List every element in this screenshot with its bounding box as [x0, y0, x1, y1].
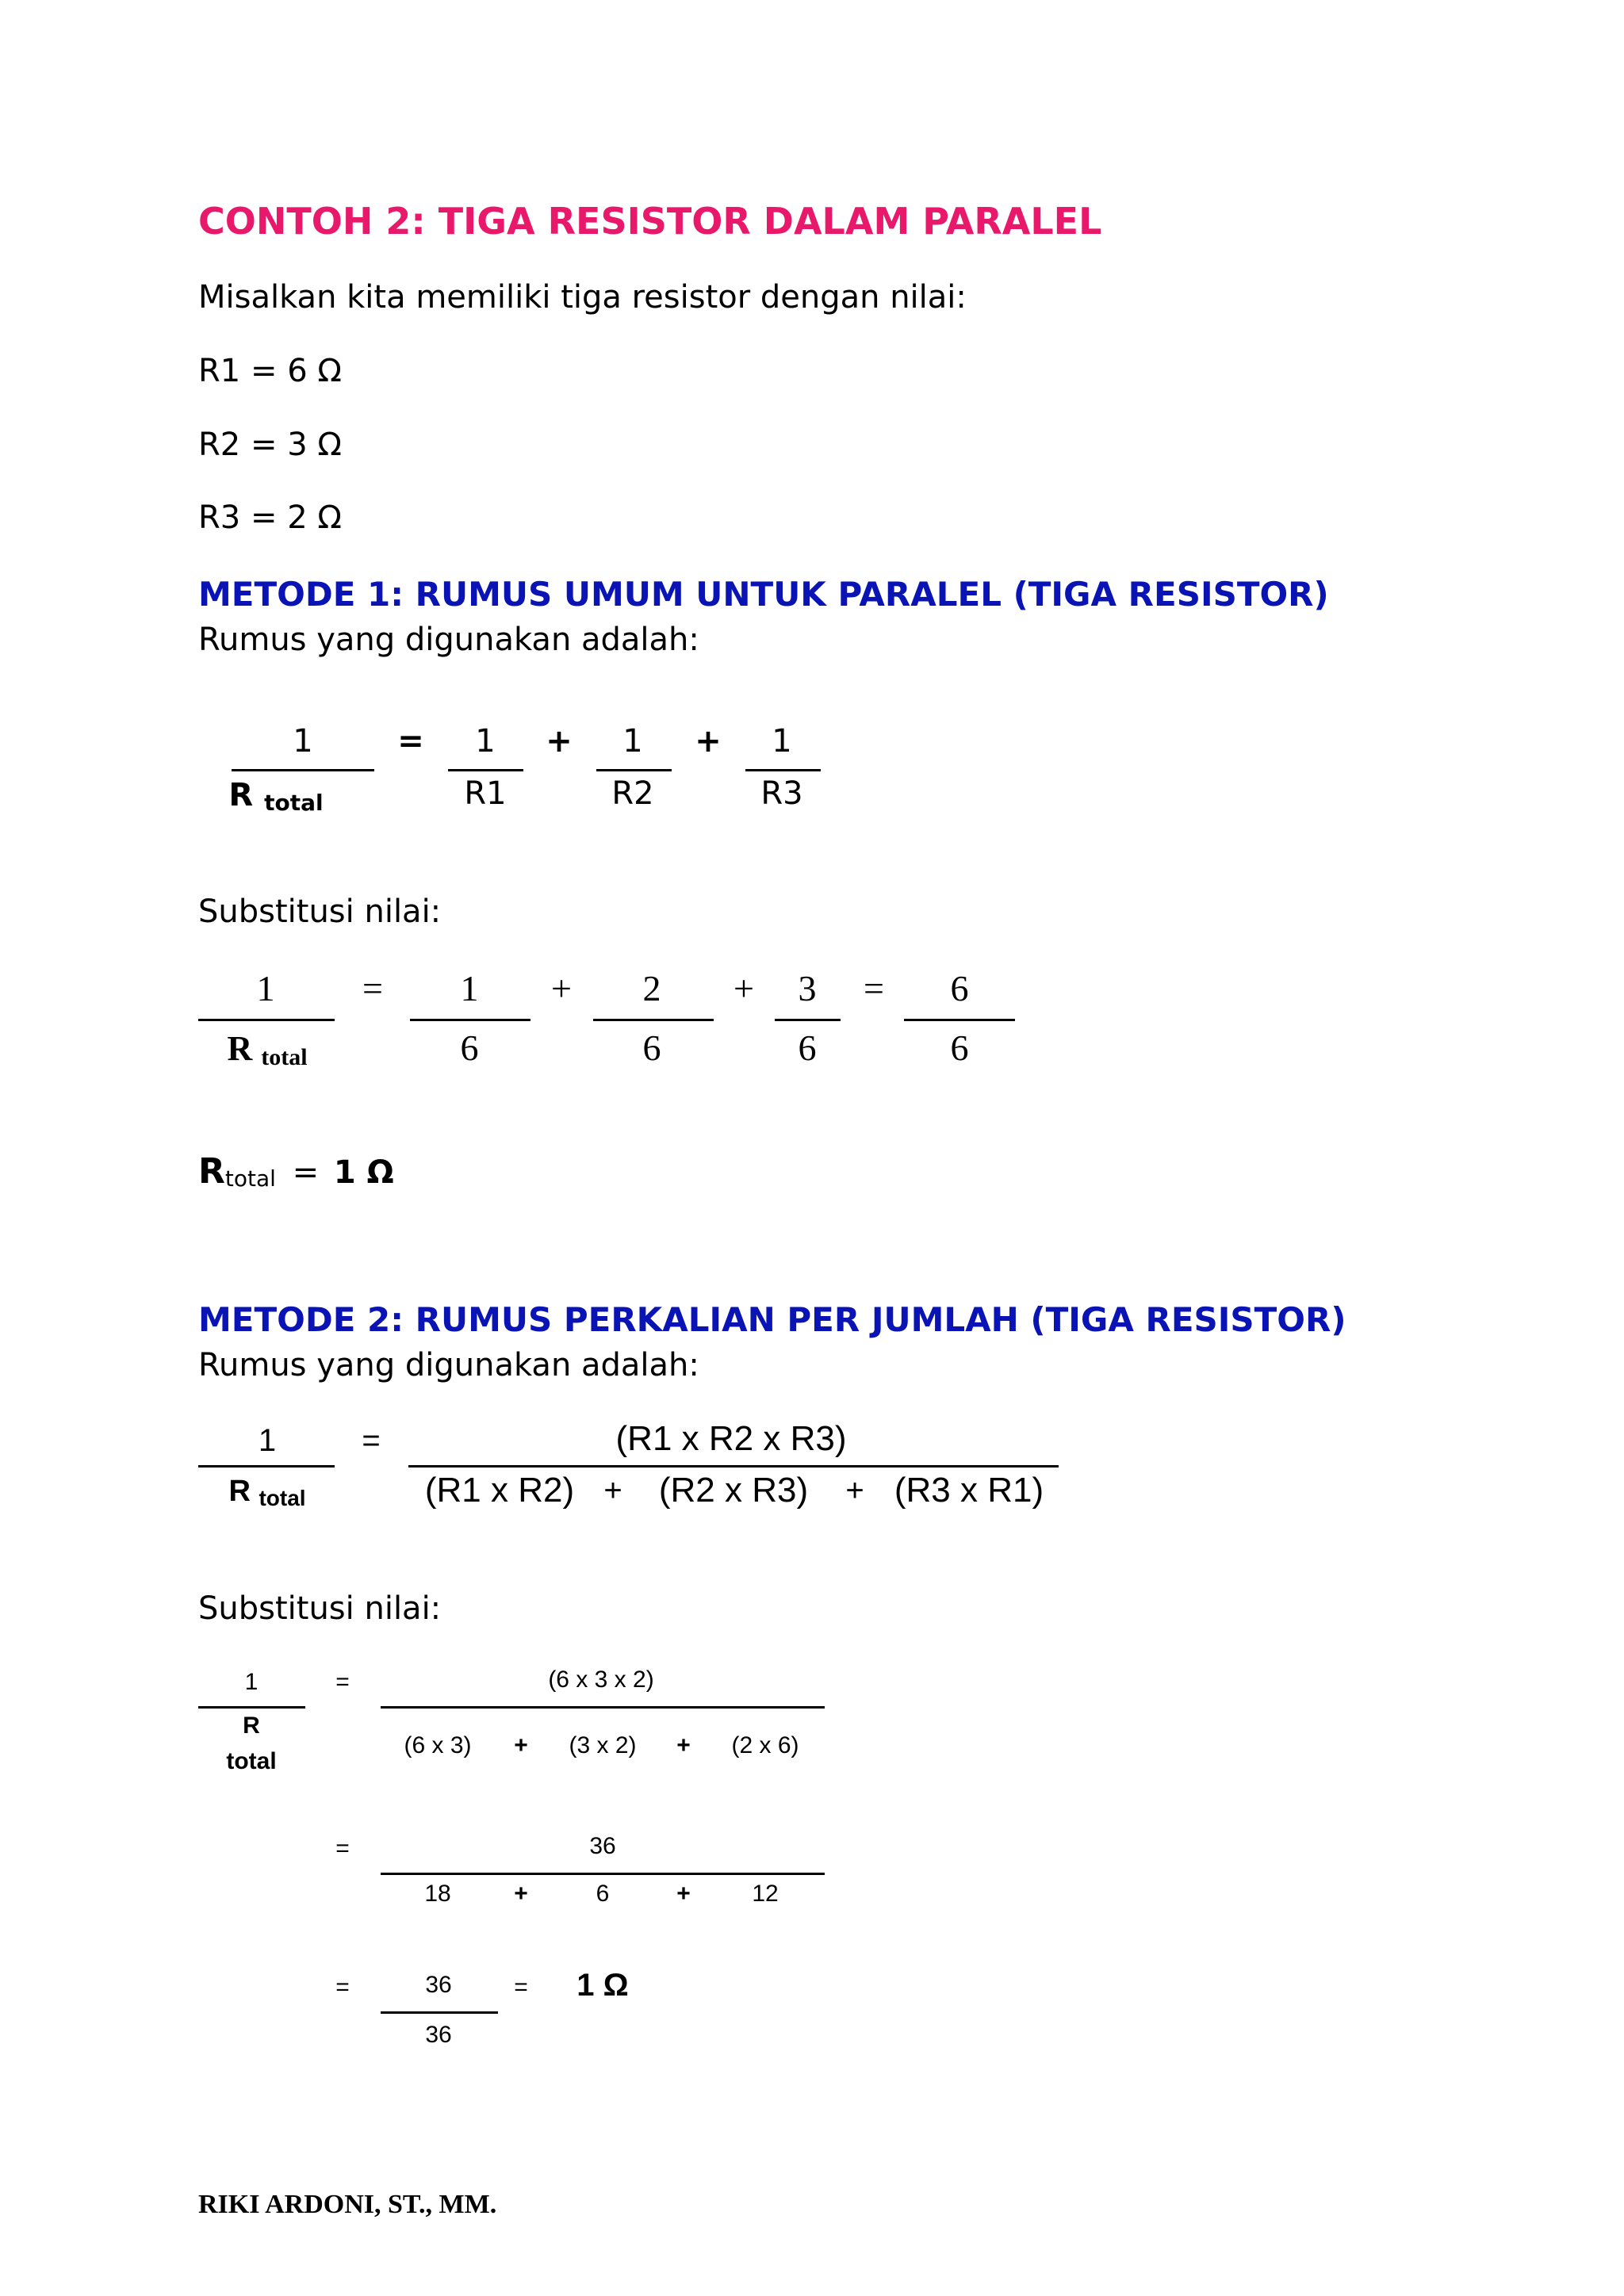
equals-sign: = — [362, 1423, 381, 1458]
formula-lhs-denominator — [228, 1475, 305, 1511]
method1-result — [198, 1151, 394, 1192]
plus-sign: + — [551, 968, 572, 1008]
method1-heading: METODE 1: RUMUS UMUM UNTUK PARALEL (TIGA RESISTOR) — [198, 575, 1329, 614]
method1-subtitle: Rumus yang digunakan adalah: — [198, 622, 699, 658]
formula-lhs-numerator: 1 — [258, 1423, 277, 1458]
plus-sign: + — [695, 723, 722, 760]
equals-sign: = — [335, 1835, 350, 1862]
subst-term2-denominator: 6 — [642, 1027, 661, 1068]
subst-lhs-denominator — [227, 1028, 307, 1071]
total-subscript: total — [224, 1165, 276, 1192]
step3-result: 1 Ω — [576, 1968, 629, 2003]
formula-numerator: (R1 x R2 x R3) — [615, 1419, 847, 1458]
step3-numerator: 36 — [425, 1972, 452, 1998]
method2-subst-label: Substitusi nilai: — [198, 1590, 442, 1627]
fraction-bar — [198, 1706, 305, 1709]
r-symbol: R — [198, 1151, 225, 1192]
fraction-bar — [381, 2011, 498, 2014]
subst-result-numerator: 6 — [950, 968, 969, 1008]
method1-subst-label: Substitusi nilai: — [198, 894, 442, 930]
equals-sign: = — [362, 968, 383, 1008]
footer-author: RIKI ARDONI, ST., MM. — [198, 2190, 497, 2219]
subst-term2-numerator: 2 — [642, 968, 661, 1008]
fraction-bar — [198, 1465, 335, 1468]
method2-heading: METODE 2: RUMUS PERKALIAN PER JUMLAH (TIGA RESISTOR) — [198, 1300, 1346, 1339]
plus-sign: + — [514, 1881, 528, 1907]
r-symbol: R — [228, 777, 254, 813]
fraction-bar — [596, 769, 672, 771]
fraction-bar — [381, 1873, 825, 1875]
step2-den-term1: 18 — [424, 1881, 451, 1907]
fraction-bar — [448, 769, 523, 771]
page-title: CONTOH 2: TIGA RESISTOR DALAM PARALEL — [198, 200, 1102, 243]
plus-sign: + — [676, 1881, 691, 1907]
step2-numerator: 36 — [589, 1833, 616, 1859]
value-r1: R1 = 6 Ω — [198, 353, 342, 389]
value-r3: R3 = 2 Ω — [198, 499, 342, 536]
plus-sign: + — [603, 1473, 622, 1508]
term1-denominator: R1 — [464, 775, 507, 812]
equals-sign: = — [864, 968, 884, 1008]
subst-term3-denominator: 6 — [798, 1027, 817, 1068]
total-subscript: total — [259, 1486, 306, 1510]
fraction-bar — [593, 1019, 714, 1021]
formula-lhs-denominator — [228, 777, 323, 816]
plus-sign: + — [733, 968, 754, 1008]
total-subscript: total — [261, 1044, 308, 1070]
result-value: 1 Ω — [333, 1154, 394, 1191]
subst-result-denominator: 6 — [950, 1027, 969, 1068]
formula-lhs-numerator: 1 — [293, 723, 313, 760]
fraction-bar — [775, 1019, 841, 1021]
total-subscript: total — [264, 790, 324, 816]
term1-numerator: 1 — [475, 723, 496, 760]
subst-den-term3: (2 x 6) — [731, 1732, 799, 1758]
plus-sign: + — [845, 1473, 864, 1508]
subst-term3-numerator: 3 — [798, 968, 817, 1008]
fraction-bar — [745, 769, 821, 771]
step2-den-term3: 12 — [752, 1881, 779, 1907]
formula-den-term3: (R3 x R1) — [894, 1471, 1044, 1510]
subst-lhs-den-r: R — [243, 1712, 260, 1739]
plus-sign: + — [514, 1732, 528, 1758]
subst-lhs-den-total: total — [226, 1748, 277, 1774]
term2-numerator: 1 — [622, 723, 643, 760]
plus-sign: + — [676, 1732, 691, 1758]
subst-term1-numerator: 1 — [460, 968, 479, 1008]
equals-sign: = — [335, 1974, 350, 2000]
equals-sign: = — [335, 1669, 350, 1695]
fraction-bar — [198, 1019, 335, 1021]
equals-sign: = — [292, 1154, 320, 1191]
step2-den-term2: 6 — [596, 1881, 610, 1907]
term3-numerator: 1 — [772, 723, 792, 760]
fraction-bar — [381, 1706, 825, 1709]
subst-den-term1: (6 x 3) — [404, 1732, 472, 1758]
subst-lhs-numerator: 1 — [244, 1669, 259, 1695]
formula-den-term2: (R2 x R3) — [658, 1471, 809, 1510]
term3-denominator: R3 — [760, 775, 803, 812]
fraction-bar — [410, 1019, 530, 1021]
step3-denominator: 36 — [425, 2022, 452, 2048]
subst-term1-denominator: 6 — [460, 1027, 479, 1068]
intro-text: Misalkan kita memiliki tiga resistor dengan nilai: — [198, 279, 967, 316]
fraction-bar — [408, 1465, 1059, 1468]
value-r2: R2 = 3 Ω — [198, 427, 342, 463]
fraction-bar — [232, 769, 374, 771]
r-symbol: R — [228, 1475, 251, 1508]
term2-denominator: R2 — [611, 775, 654, 812]
subst-numerator: (6 x 3 x 2) — [548, 1667, 654, 1693]
subst-lhs-numerator: 1 — [256, 968, 275, 1008]
equals-sign: = — [514, 1974, 528, 2000]
fraction-bar — [904, 1019, 1015, 1021]
subst-den-term2: (3 x 2) — [569, 1732, 637, 1758]
formula-den-term1: (R1 x R2) — [424, 1471, 575, 1510]
r-symbol: R — [227, 1029, 253, 1068]
plus-sign: + — [546, 723, 573, 760]
equals-sign: = — [397, 723, 424, 760]
method2-subtitle: Rumus yang digunakan adalah: — [198, 1347, 699, 1383]
